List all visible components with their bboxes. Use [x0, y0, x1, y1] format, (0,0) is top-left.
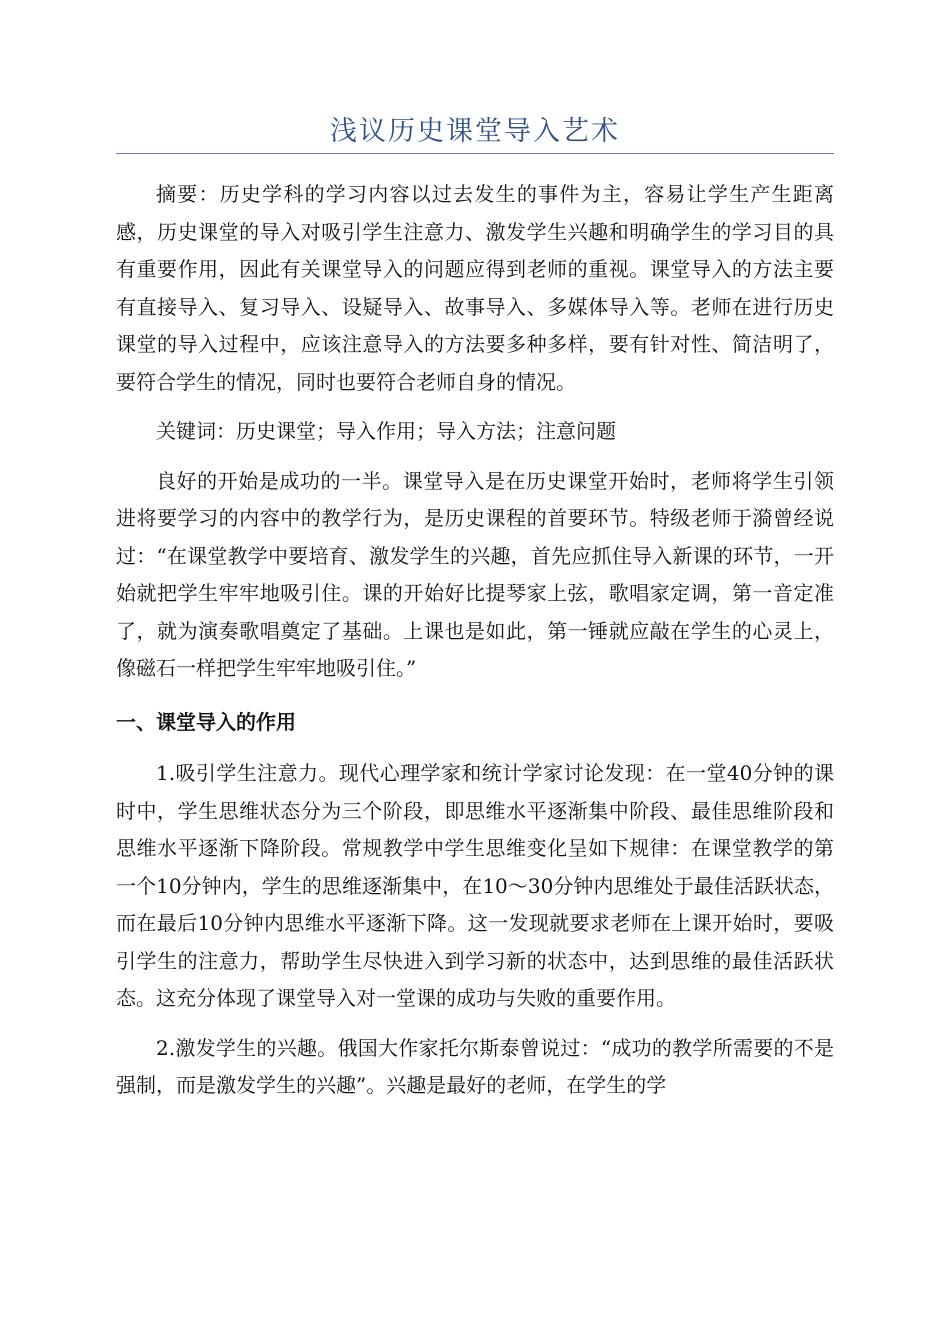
- section-paragraph-1: 1.吸引学生注意力。现代心理学家和统计学家讨论发现：在一堂40分钟的课时中，学生思维状态分为三个阶段，即思维水平逐渐集中阶段、最佳思维阶段和思维水平逐渐下降阶段。常规教学中学生思维变化呈如下规律：在课堂教学的第一个10分钟内，学生的思维逐渐集中，在10～30分钟内思维处于最佳活跃状态，而在最后10分钟内思维水平逐渐下降。这一发现就要求老师在上课开始时，要吸引学生的注意力，帮助学生尽快进入到学习新的状态中，达到思维的最佳活跃状态。这充分体现了课堂导入对一堂课的成功与失败的重要作用。: [116, 761, 834, 1010]
- keywords-paragraph: 关键词：历史课堂；导入作用；导入方法；注意问题: [156, 419, 616, 443]
- section-heading: 一、课堂导入的作用: [116, 709, 296, 734]
- document-body: [116, 176, 834, 1105]
- abstract-paragraph: 摘要：历史学科的学习内容以过去发生的事件为主，容易让学生产生距离感，历史课堂的导入对吸引学生注意力、激发学生兴趣和明确学生的学习目的具有重要作用，因此有关课堂导入的问题应得到老师的重视。课堂导入的方法主要有直接导入、复习导入、设疑导入、故事导入、多媒体导入等。老师在进行历史课堂的导入过程中，应该注意导入的方法要多种多样，要有针对性、简洁明了，要符合学生的情况，同时也要符合老师自身的情况。: [116, 182, 834, 394]
- section-paragraph-2: 2.激发学生的兴趣。俄国大作家托尔斯泰曾说过：“成功的教学所需要的不是强制，而是激发学生的兴趣”。兴趣是最好的老师，在学生的学: [116, 1035, 834, 1097]
- document-title: 浅议历史课堂导入艺术: [330, 116, 620, 147]
- title-underline: [116, 153, 834, 154]
- intro-paragraph: 良好的开始是成功的一半。课堂导入是在历史课堂开始时，老师将学生引领进将要学习的内容中的教学行为，是历史课程的首要环节。特级老师于漪曾经说过：“在课堂教学中要培育、激发学生的兴趣，首先应抓住导入新课的环节，一开始就把学生牢牢地吸引住。课的开始好比提琴家上弦，歌唱家定调，第一音定准了，就为演奏歌唱奠定了基础。上课也是如此，第一锤就应敲在学生的心灵上，像磁石一样把学生牢牢地吸引住。”: [116, 468, 834, 680]
